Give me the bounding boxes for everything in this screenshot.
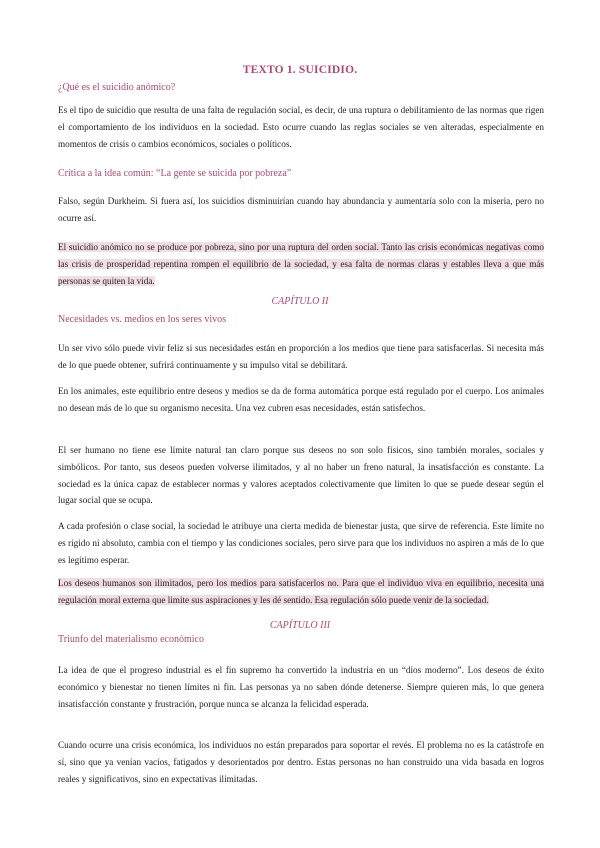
paragraph-highlight-anomic: [58, 239, 544, 289]
chapter-three-heading: CAPÍTULO III: [269, 620, 331, 631]
paragraph-highlight-desires: [58, 575, 544, 609]
paragraph-profession: A cada profesión o clase social, la sociedad le atribuye una cierta medida de bienestar justa, que sirve de referencia. Este límite no es rígido ni absoluto, cambia con el tiempo y las condiciones sociales, pero sirve para que los individuos no aspiren a más de lo que es legítimo esperar.: [58, 521, 544, 565]
paragraph-animals: En los animales, este equilibrio entre deseos y medios se da de forma automática porque está regulado por el cuerpo. Los animales no desean más de lo que su organismo necesita. Una vez cubren esas necesidades, están satisfechos.: [58, 386, 544, 413]
document-title: TEXTO 1. SUICIDIO.: [242, 64, 358, 76]
chapter-two-heading: CAPÍTULO II: [271, 296, 329, 307]
paragraph-economic-crisis: Cuando ocurre una crisis económica, los individuos no están preparados para soportar el revés. El problema no es la catástrofe en sí, sino que ya venían vacíos, fatigados y desorientados por dentro. Estas personas no han construido una vida basada en logros reales y significativos, sino en expectativas ilimitadas.: [58, 740, 544, 784]
paragraph-definition: Es el tipo de suicidio que resulta de una falta de regulación social, es decir, de una ruptura o debilitamiento de las normas que rigen el comportamiento de los individuos en la sociedad. Esto ocurre cuando las reglas sociales se ven alteradas, especialmente en momentos de crisis o cambios económicos, sociales o políticos.: [58, 105, 544, 149]
paragraph-industrial-progress: La idea de que el progreso industrial es el fin supremo ha convertido la industria en un “dios moderno”. Los deseos de éxito económico y bienestar no tienen límites ni fin. Las personas ya no saben dónde detenerse. Siempre quieren más, lo que genera insatisfacción constante y frustración, porque nunca se alcanza la felicidad esperada.: [58, 665, 544, 709]
heading-materialism: Triunfo del materialismo económico: [58, 634, 204, 645]
highlight-anomic: El suicidio anómico no se produce por pobreza, sino por una ruptura del orden social. Tanto las crisis económicas negativas como las crisis de prosperidad repentina rompen el equilibrio de la sociedad, y esa falta de normas claras y estables lleva a que más personas se quiten la vida.: [58, 242, 544, 286]
highlight-desires: Los deseos humanos son ilimitados, pero los medios para satisfacerlos no. Para que el individuo viva en equilibrio, necesita una regulación moral externa que limite sus aspiraciones y les dé sentido. Esa regulación sólo puede venir de la sociedad.: [58, 578, 544, 605]
paragraph-human: El ser humano no tiene ese límite natural tan claro porque sus deseos no son solo físicos, sino también morales, sociales y simbólicos. Por tanto, sus deseos pueden volverse ilimitados, y al no haber un freno natural, la insatisfacción es constante. La sociedad es la única capaz de establecer normas y valores aceptados colectivamente que limiten lo que se puede desear según el lugar social que se ocupa.: [58, 445, 544, 506]
heading-needs: Necesidades vs. medios en los seres vivos: [58, 314, 227, 325]
heading-anomic-question: ¿Qué es el suicidio anómico?: [58, 82, 176, 93]
heading-critique: Crítica a la idea común: “La gente se suicida por pobreza”: [58, 168, 292, 179]
paragraph-living-being: Un ser vivo sólo puede vivir feliz si sus necesidades están en proporción a los medios que tiene para satisfacerlas. Si necesita más de lo que puede obtener, sufrirá continuamente y su impulso vital se debilitará.: [58, 343, 544, 370]
paragraph-durkheim: Falso, según Durkheim. Si fuera así, los suicidios disminuirían cuando hay abundancia y aumentaría solo con la miseria, pero no ocurre así.: [58, 196, 544, 223]
